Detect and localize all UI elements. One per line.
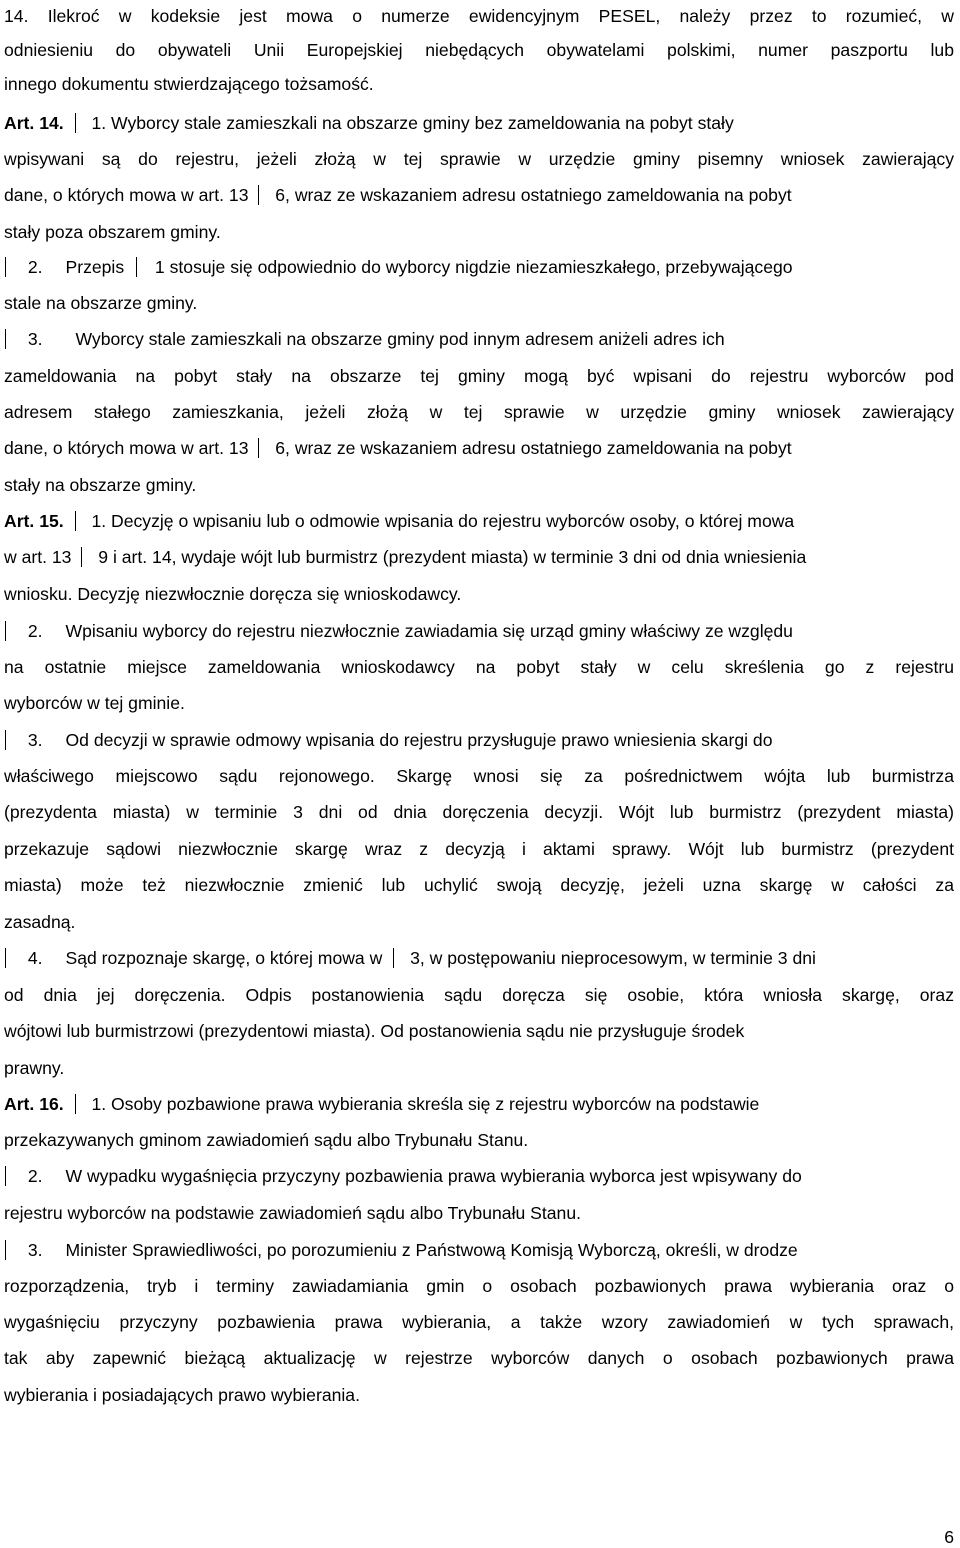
- text-fragment: 1. Decyzję o wpisaniu lub o odmowie wpisania do rejestru wyborców osoby, o której mowa: [91, 511, 795, 531]
- text-fragment: 3, w postępowaniu nieprocesowym, w terminie 3 dni: [410, 948, 816, 968]
- text-fragment: 6, wraz ze wskazaniem adresu ostatniego zameldowania na pobyt: [275, 185, 792, 205]
- text-line: [4, 1165, 802, 1187]
- text-line: od dnia jej doręczenia. Odpis postanowienia sądu doręcza się osobie, która wniosła skargę, oraz: [4, 985, 954, 1005]
- text-line: [4, 328, 725, 350]
- text-line: zameldowania na pobyt stały na obszarze tej gminy mogą być wpisani do rejestru wyborców pod: [4, 366, 954, 386]
- page-number: 6: [944, 1527, 954, 1547]
- text-line: właściwego miejscowo sądu rejonowego. Skargę wnosi się za pośrednictwem wójta lub burmistrza: [4, 766, 954, 786]
- text-line: [4, 620, 793, 642]
- text-line: (prezydenta miasta) w terminie 3 dni od dnia doręczenia decyzji. Wójt lub burmistrz (prezydent miasta): [4, 802, 954, 822]
- text-fragment: w art. 13: [4, 547, 72, 567]
- text-line: [4, 1239, 798, 1261]
- text-line: wójtowi lub burmistrzowi (prezydentowi miasta). Od postanowienia sądu nie przysługuje środek: [4, 1021, 745, 1041]
- text-line: innego dokumentu stwierdzającego tożsamość.: [4, 74, 374, 94]
- text-line: miasta) może też niezwłocznie zmienić lub uchylić swoją decyzję, jeżeli uzna skargę w całości za: [4, 875, 954, 895]
- text-fragment: Przepis: [65, 257, 125, 277]
- article-line: [4, 1093, 759, 1115]
- text-fragment: 2.: [27, 257, 43, 277]
- text-line: wybierania i posiadających prawo wybierania.: [4, 1385, 360, 1405]
- text-line: zasadną.: [4, 912, 76, 932]
- text-line: tak aby zapewnić bieżącą aktualizację w rejestrze wyborców danych o osobach pozbawionych prawa: [4, 1348, 954, 1368]
- article-heading: Art. 15.: [4, 511, 64, 531]
- text-line: adresem stałego zamieszkania, jeżeli złożą w tej sprawie w urzędzie gminy wniosek zawierający: [4, 402, 954, 422]
- text-line: rozporządzenia, tryb i terminy zawiadamiania gmin o osobach pozbawionych prawa wybierania oraz o: [4, 1276, 954, 1296]
- text-line: wygaśnięciu przyczyny pozbawienia prawa wybierania, a także wzory zawiadomień w tych sprawach,: [4, 1312, 954, 1332]
- text-line: [4, 184, 792, 206]
- text-line: wpisywani są do rejestru, jeżeli złożą w tej sprawie w urzędzie gminy pisemny wniosek zawierający: [4, 149, 954, 169]
- text-fragment: Od decyzji w sprawie odmowy wpisania do rejestru przysługuje prawo wniesienia skargi do: [65, 730, 773, 750]
- text-fragment: Wyborcy stale zamieszkali na obszarze gminy pod innym adresem aniżeli adres ich: [75, 329, 725, 349]
- text-line: [4, 437, 792, 459]
- text-fragment: 1 stosuje się odpowiednio do wyborcy nigdzie niezamieszkałego, przebywającego: [154, 257, 793, 277]
- text-fragment: Wpisaniu wyborcy do rejestru niezwłocznie zawiadamia się urząd gminy właściwy ze względu: [65, 621, 793, 641]
- text-fragment: 4.: [27, 948, 43, 968]
- text-line: prawny.: [4, 1058, 65, 1078]
- text-line: 14. Ilekroć w kodeksie jest mowa o numerze ewidencyjnym PESEL, należy przez to rozumieć, w: [4, 6, 954, 26]
- text-line: przekazywanych gminom zawiadomień sądu albo Trybunału Stanu.: [4, 1130, 529, 1150]
- text-fragment: 1. Osoby pozbawione prawa wybierania skreśla się z rejestru wyborców na podstawie: [91, 1094, 760, 1114]
- text-line: [4, 546, 806, 568]
- text-fragment: 2.: [27, 621, 43, 641]
- text-fragment: dane, o których mowa w art. 13: [4, 438, 249, 458]
- text-fragment: 9 i art. 14, wydaje wójt lub burmistrz (prezydent miasta) w terminie 3 dni od dnia wniesienia: [98, 547, 807, 567]
- text-line: stale na obszarze gminy.: [4, 293, 198, 313]
- text-fragment: 6, wraz ze wskazaniem adresu ostatniego zameldowania na pobyt: [275, 438, 792, 458]
- text-line: stały poza obszarem gminy.: [4, 222, 221, 242]
- article-heading: Art. 14.: [4, 113, 64, 133]
- text-line: wyborców w tej gminie.: [4, 693, 185, 713]
- article-line: [4, 510, 794, 532]
- text-line: odniesieniu do obywateli Unii Europejskiej niebędących obywatelami polskimi, numer paszportu lub: [4, 40, 954, 60]
- text-fragment: Sąd rozpoznaje skargę, o której mowa w: [65, 948, 383, 968]
- text-fragment: 3.: [27, 329, 43, 349]
- text-line: przekazuje sądowi niezwłocznie skargę wraz z decyzją i aktami sprawy. Wójt lub burmistrz (prezydent: [4, 839, 954, 859]
- text-line: [4, 256, 793, 278]
- text-fragment: dane, o których mowa w art. 13: [4, 185, 249, 205]
- text-fragment: Minister Sprawiedliwości, po porozumieniu z Państwową Komisją Wyborczą, określi, w drodze: [65, 1240, 798, 1260]
- text-line: stały na obszarze gminy.: [4, 475, 197, 495]
- text-line: [4, 729, 772, 751]
- article-line: [4, 112, 734, 134]
- text-line: wniosku. Decyzję niezwłocznie doręcza się wnioskodawcy.: [4, 584, 462, 604]
- text-fragment: 3.: [27, 1240, 43, 1260]
- text-line: rejestru wyborców na podstawie zawiadomień sądu albo Trybunału Stanu.: [4, 1203, 582, 1223]
- text-fragment: 1. Wyborcy stale zamieszkali na obszarze gminy bez zameldowania na pobyt stały: [91, 113, 734, 133]
- text-fragment: 3.: [27, 730, 43, 750]
- article-heading: Art. 16.: [4, 1094, 64, 1114]
- text-line: na ostatnie miejsce zameldowania wnioskodawcy na pobyt stały w celu skreślenia go z rejestru: [4, 657, 954, 677]
- text-fragment: W wypadku wygaśnięcia przyczyny pozbawienia prawa wybierania wyborca jest wpisywany do: [65, 1166, 802, 1186]
- text-fragment: 2.: [27, 1166, 43, 1186]
- text-line: [4, 947, 816, 969]
